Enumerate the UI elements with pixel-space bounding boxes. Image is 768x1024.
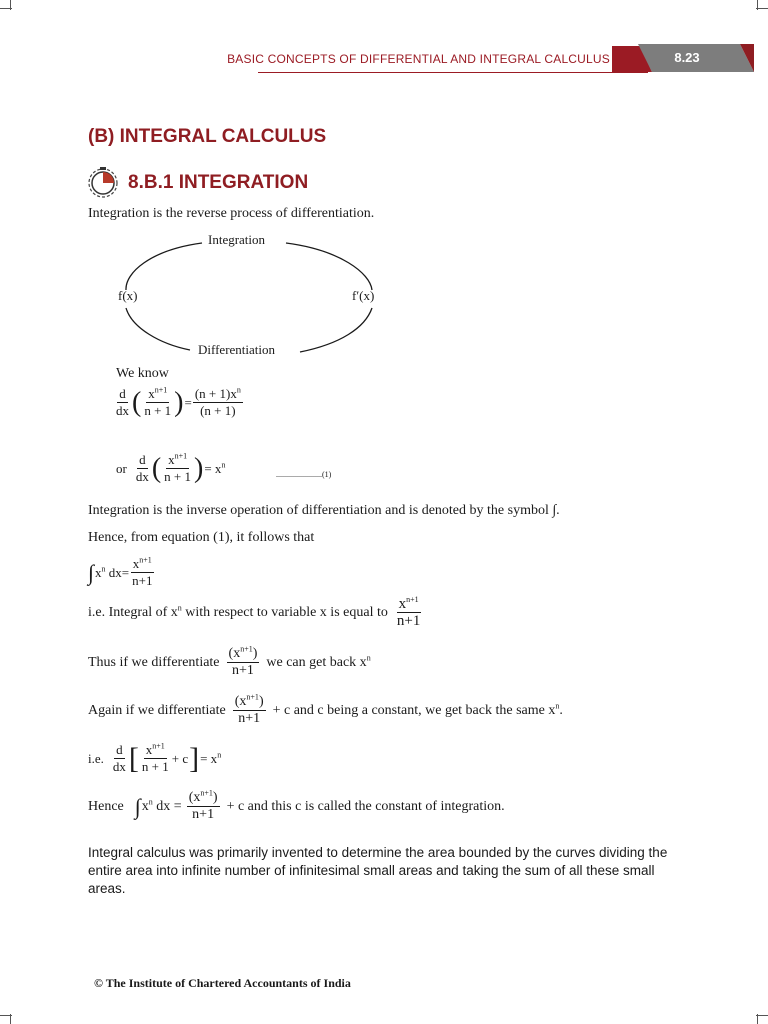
constant-of-integration-text: Hence ∫ $x^n$ dx = $\frac{(x^{n+1})}{n+1}$ + c and this c is called the constant of integration. [88,788,505,822]
equation-1: or $\frac{d}{dx}$ ( $\frac{x^{n+1}}{n + 1}$ ) = $x^n$ [116,451,226,484]
diagram-label-integration: Integration [208,232,266,247]
page-number: 8.23 [674,50,700,65]
we-know-text: We know [116,366,169,381]
diagram-label-fprime-x: f′(x) [352,288,375,303]
diagram-label-differentiation: Differentiation [198,342,276,357]
footer-copyright: © The Institute of Chartered Accountants of India [94,976,351,990]
header-rule [258,72,648,73]
again-differentiate-text: Again if we differentiate $\frac{(x^{n+1})}{n+1}$ + c and c being a constant, we get back the same $x^n$. [88,692,563,726]
integral-definition-text: i.e. Integral of $x^n$ with respect to variable x is equal to $\frac{x^{n+1}}{n+1}$ [88,595,421,629]
diagram-label-fx: f(x) [118,288,138,303]
thus-differentiate-text: Thus if we differentiate $\frac{(x^{n+1})}{n+1}$ we can get back $x^n$ [88,644,371,678]
hence-text: Hence, from equation (1), it follows that [88,530,315,545]
equation-integral: ∫ $x^n$ dx= $\frac{x^{n+1}}{n+1}$ [88,555,153,588]
subsection-title: 8.B.1 INTEGRATION [128,172,309,193]
crop-mark [10,0,11,10]
crop-mark [757,0,758,10]
equation-derivative: $\frac{d}{dx}$ ( $\frac{x^{n+1}}{n + 1}$ ) = $\frac{(n + 1)x^n}{(n + 1)}$ [116,385,241,418]
crop-mark [757,1014,758,1024]
closing-paragraph: Integral calculus was primarily invented to determine the area bounded by the curves dividing the entire area into infinite number of infinitesimal small areas and taking the sum of all these small areas. [88,845,668,896]
equation-with-constant: i.e. $\frac{d}{dx}$ [ $\frac{x^{n+1}}{n + 1}$ + c ] = $x^n$ [88,741,222,775]
intro-text: Integration is the reverse process of differentiation. [88,206,375,221]
crop-mark [10,1014,11,1024]
equation-tag: .......................(1) [276,470,332,479]
inverse-operation-text: Integration is the inverse operation of differentiation and is denoted by the symbol ∫. [88,503,560,518]
section-title: (B) INTEGRAL CALCULUS [88,126,327,147]
stopwatch-icon [86,166,120,200]
running-header: BASIC CONCEPTS OF DIFFERENTIAL AND INTEGRAL CALCULUS [227,52,610,66]
